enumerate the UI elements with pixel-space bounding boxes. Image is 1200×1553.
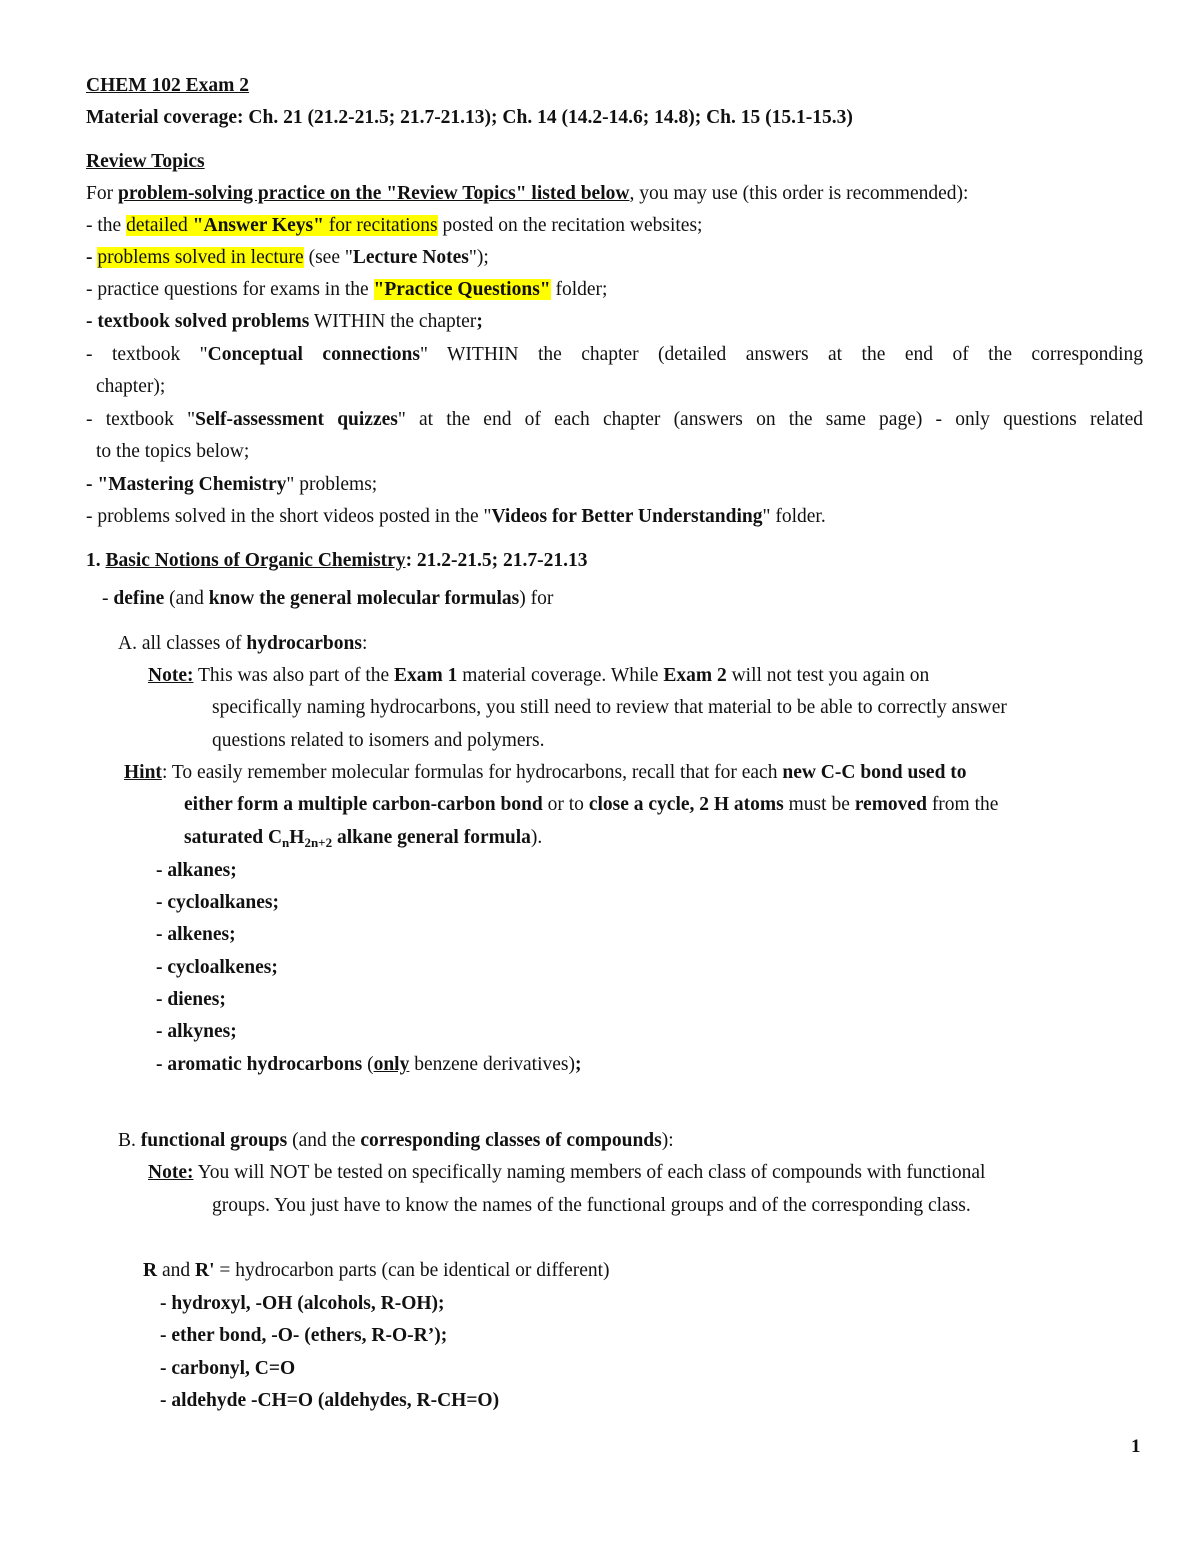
- bullet-bold: Lecture Notes: [352, 247, 469, 268]
- bullet-text: (see ": [303, 247, 353, 268]
- hint-bold: alkane general formula: [332, 827, 531, 848]
- section-number: 1.: [86, 550, 106, 571]
- section-range: : 21.2-21.5; 21.7-21.13: [405, 550, 588, 571]
- bullet-text: - ": [86, 474, 109, 495]
- bullet-bold: Self-assessment quizzes: [195, 409, 398, 430]
- define-line: [102, 587, 553, 611]
- r-text: and: [157, 1260, 195, 1281]
- hint-text: : To easily remember molecular formulas for hydrocarbons, recall that for each: [161, 762, 783, 783]
- part-b-note-line2: groups. You just have to know the names of the functional groups and of the corresponding class.: [212, 1195, 971, 1216]
- part-a-hint-line2: [184, 793, 998, 817]
- part-bold: hydrocarbons: [246, 633, 362, 654]
- bullet-text: ");: [468, 247, 489, 268]
- bullet-dash: -: [102, 588, 114, 609]
- list-item: - dienes;: [156, 989, 226, 1010]
- bullet-text: ;: [476, 311, 483, 332]
- note-label: Note:: [148, 1162, 194, 1183]
- note-text: You will NOT be tested on specifically naming members of each class of compounds with functional: [193, 1162, 986, 1183]
- resource-conceptual-cont: chapter);: [96, 376, 166, 397]
- part-bold: functional groups: [140, 1130, 288, 1151]
- r-bold: R: [143, 1260, 158, 1281]
- list-item: - alkenes;: [156, 924, 236, 945]
- list-item: - alkynes;: [156, 1021, 237, 1042]
- note-bold: Exam 1: [394, 665, 458, 686]
- section-title: Basic Notions of Organic Chemistry: [105, 550, 406, 571]
- intro-emphasis: problem-solving practice on the "Review Topics" listed below: [117, 183, 630, 204]
- bullet-text: WITHIN the chapter: [309, 311, 477, 332]
- bullet-text: ) for: [519, 588, 554, 609]
- page-number: 1: [1131, 1436, 1141, 1457]
- note-label: Note:: [148, 665, 194, 686]
- bullet-text: - problems solved in the short videos posted in the ": [86, 506, 492, 527]
- bullet-bold: Videos for Better Understanding: [491, 506, 763, 527]
- functional-group-item: - aldehyde -CH=O (aldehydes, R-CH=O): [160, 1390, 500, 1411]
- part-text: (and the: [287, 1130, 361, 1151]
- document-title: CHEM 102 Exam 2: [86, 75, 250, 96]
- resource-self-assessment-cont: to the topics below;: [96, 441, 250, 462]
- list-item-aromatic: [156, 1053, 582, 1077]
- resource-practice-questions: [86, 278, 607, 302]
- bullet-bold: Mastering Chemistry: [108, 474, 287, 495]
- bullet-text: folder;: [550, 279, 608, 300]
- bullet-text: - textbook ": [86, 344, 208, 365]
- bullet-bold: - textbook solved problems: [86, 311, 310, 332]
- hint-text: ).: [530, 827, 543, 848]
- part-bold: corresponding classes of compounds: [360, 1130, 662, 1151]
- hint-bold: close a cycle, 2 H atoms: [588, 794, 784, 815]
- part-a-heading: [118, 632, 367, 656]
- hint-bold: removed: [854, 794, 927, 815]
- review-topics-heading: Review Topics: [86, 151, 205, 172]
- hint-bold: saturated C: [184, 827, 283, 848]
- bullet-bold: know the general molecular formulas: [208, 588, 520, 609]
- part-a-hint: [124, 761, 967, 785]
- bullet-text: - textbook ": [86, 409, 196, 430]
- functional-group-item: - carbonyl, C=O: [160, 1358, 296, 1379]
- r-bold: R': [195, 1260, 215, 1281]
- note-text: will not test you again on: [726, 665, 930, 686]
- part-label: B.: [118, 1130, 141, 1151]
- list-item: - cycloalkanes;: [156, 892, 279, 913]
- resource-mastering: [86, 473, 377, 497]
- bullet-text: (and: [164, 588, 209, 609]
- part-a-hint-line3: [184, 826, 542, 855]
- part-a-note-line3: questions related to isomers and polymers.: [212, 730, 545, 751]
- bullet-text: " at the end of each chapter (answers on the same page) - only questions related: [397, 409, 1143, 430]
- highlight-text: for recitations: [323, 215, 438, 236]
- bullet-bold: define: [113, 588, 165, 609]
- intro-rest: , you may use (this order is recommended):: [629, 183, 969, 204]
- highlight-bold: "Practice Questions": [373, 279, 551, 300]
- functional-group-item: - ether bond, -O- (ethers, R-O-R’);: [160, 1325, 448, 1346]
- hint-bold: either form a multiple carbon-carbon bond: [184, 794, 543, 815]
- part-text: ):: [661, 1130, 674, 1151]
- bullet-text: - the: [86, 215, 127, 236]
- part-text: :: [361, 633, 368, 654]
- part-b-heading: [118, 1129, 674, 1153]
- hint-bold: H: [289, 827, 305, 848]
- hint-text: must be: [783, 794, 855, 815]
- bullet-text: " problems;: [286, 474, 378, 495]
- list-item: - cycloalkenes;: [156, 957, 278, 978]
- resource-videos: [86, 505, 826, 529]
- part-label: A: [118, 633, 133, 654]
- list-text: ;: [575, 1054, 582, 1075]
- hint-label: Hint: [124, 762, 162, 783]
- hint-text: from the: [926, 794, 999, 815]
- bullet-text: posted on the recitation websites;: [437, 215, 703, 236]
- resource-self-assessment: [86, 408, 1143, 432]
- bullet-text: - practice questions for exams in the: [86, 279, 374, 300]
- functional-group-item: - hydroxyl, -OH (alcohols, R-OH);: [160, 1293, 445, 1314]
- bullet-text: " folder.: [762, 506, 826, 527]
- part-text: . all classes of: [132, 633, 247, 654]
- part-a-note-line2: specifically naming hydrocarbons, you still need to review that material to be able to correctly answer: [212, 697, 1007, 718]
- r-text: = hydrocarbon parts (can be identical or different): [214, 1260, 610, 1281]
- note-text: material coverage. While: [457, 665, 664, 686]
- list-bold: - aromatic hydrocarbons: [156, 1054, 363, 1075]
- review-intro: [86, 182, 968, 206]
- subscript: 2n+2: [304, 835, 333, 850]
- list-text: (: [362, 1054, 374, 1075]
- bullet-text: " WITHIN the chapter (detailed answers at the end of the corresponding: [419, 344, 1143, 365]
- list-text: benzene derivatives): [409, 1054, 576, 1075]
- part-b-note: [148, 1161, 985, 1185]
- highlight: [126, 215, 438, 236]
- resource-solved-problems: [86, 310, 483, 334]
- list-item: - alkanes;: [156, 860, 237, 881]
- list-underline: only: [373, 1054, 410, 1075]
- section-1-heading: [86, 549, 588, 573]
- resource-conceptual-connections: [86, 343, 1143, 367]
- note-bold: Exam 2: [663, 665, 727, 686]
- r-definition: [143, 1259, 610, 1283]
- highlight-bold: "Answer Keys": [192, 215, 324, 236]
- resource-lecture-problems: [86, 246, 489, 270]
- highlight-text: problems solved in lecture: [97, 247, 304, 268]
- subscript: n: [282, 835, 290, 850]
- intro-text: For: [86, 183, 118, 204]
- hint-text: or to: [542, 794, 589, 815]
- hint-bold: new C-C bond used to: [782, 762, 967, 783]
- highlight-text: detailed: [126, 215, 193, 236]
- part-a-note: [148, 664, 929, 688]
- bullet-bold: Conceptual connections: [207, 344, 420, 365]
- note-text: This was also part of the: [193, 665, 395, 686]
- material-coverage: Material coverage: Ch. 21 (21.2-21.5; 21.7-21.13); Ch. 14 (14.2-14.6; 14.8); Ch. 15 (15.1-15.3): [86, 107, 853, 128]
- bullet-dash: -: [86, 247, 98, 268]
- resource-answer-keys: [86, 214, 702, 238]
